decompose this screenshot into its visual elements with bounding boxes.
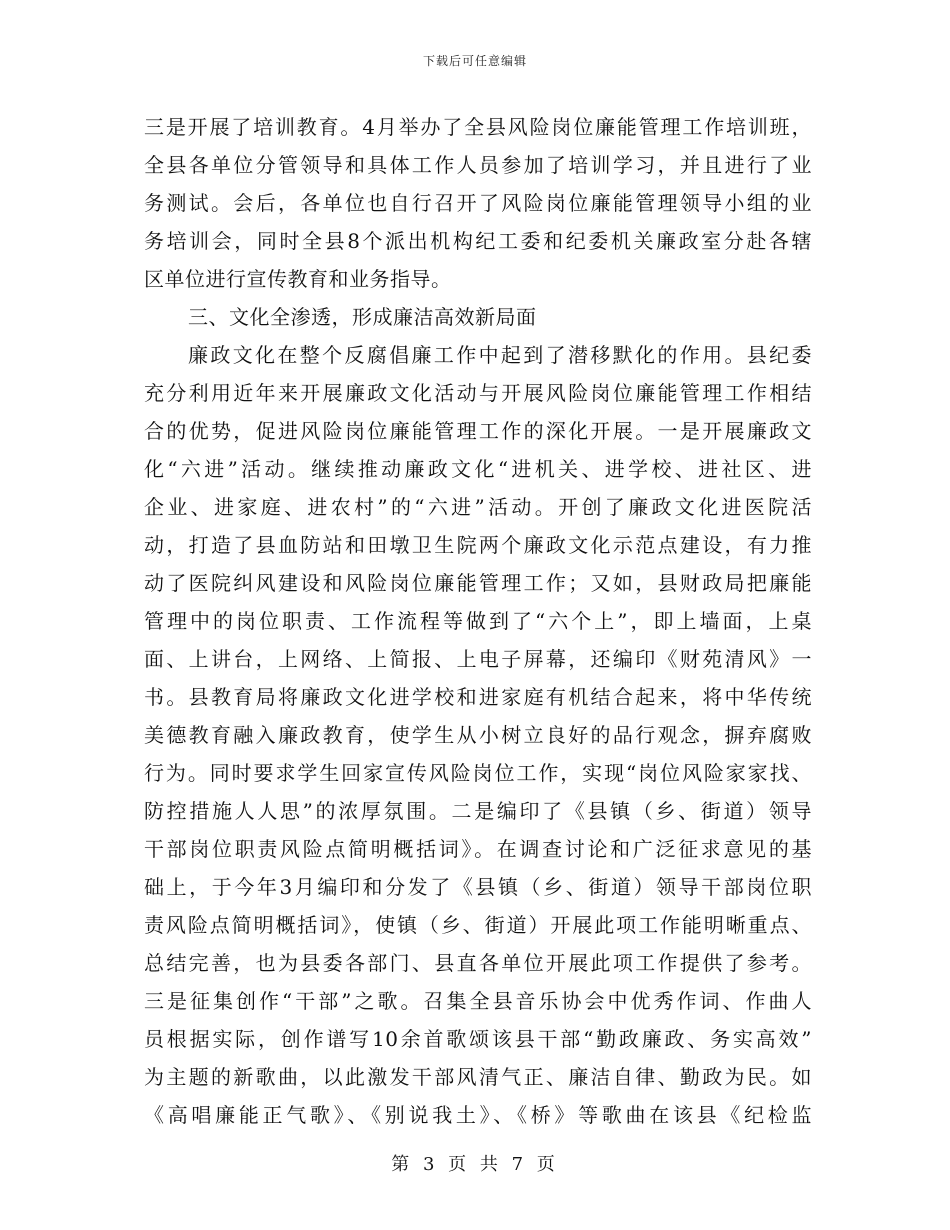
text-line: 管理中的岗位职责、工作流程等做到了“六个上”，即上墙面，上桌 (144, 609, 812, 633)
text-line: 全县各单位分管领导和具体工作人员参加了培训学习，并且进行了业 (144, 153, 812, 177)
text-line: 《高唱廉能正气歌》、《别说我土》、《桥》等歌曲在该县《纪检监 (144, 1103, 812, 1127)
text-line: 书。县教育局将廉政文化进学校和进家庭有机结合起来，将中华传统 (144, 685, 812, 709)
document-body (144, 108, 812, 1134)
text-line: 务测试。会后，各单位也自行召开了风险岗位廉能管理领导小组的业 (144, 191, 812, 215)
text-line: 动了医院纠风建设和风险岗位廉能管理工作；又如，县财政局把廉能 (144, 571, 812, 595)
text-line: 三是开展了培训教育。4月举办了全县风险岗位廉能管理工作培训班， (144, 115, 812, 139)
text-line: 美德教育融入廉政教育，使学生从小树立良好的品行观念，摒弃腐败 (144, 723, 812, 747)
text-line: 总结完善，也为县委各部门、县直各单位开展此项工作提供了参考。 (144, 951, 812, 975)
text-line: 合的优势，促进风险岗位廉能管理工作的深化开展。一是开展廉政文 (144, 419, 812, 443)
text-line: 干部岗位职责风险点简明概括词》。在调查讨论和广泛征求意见的基 (144, 837, 812, 861)
text-line: 为主题的新歌曲，以此激发干部风清气正、廉洁自律、勤政为民。如 (144, 1065, 812, 1089)
text-line: 础上，于今年3月编印和分发了《县镇（乡、街道）领导干部岗位职 (144, 875, 812, 899)
text-line: 防控措施人人思”的浓厚氛围。二是编印了《县镇（乡、街道）领导 (144, 799, 812, 823)
text-line: 化“六进”活动。继续推动廉政文化“进机关、进学校、进社区、进 (144, 457, 812, 481)
text-line: 行为。同时要求学生回家宣传风险岗位工作，实现“岗位风险家家找、 (144, 761, 812, 785)
text-line: 员根据实际，创作谱写10余首歌颂该县干部“勤政廉政、务实高效” (144, 1027, 812, 1051)
text-line: 面、上讲台，上网络、上简报、上电子屏幕，还编印《财苑清风》一 (144, 647, 812, 671)
page-footer: 第 3 页 共 7 页 (391, 1154, 559, 1175)
text-line: 三是征集创作“干部”之歌。召集全县音乐协会中优秀作词、作曲人 (144, 989, 812, 1013)
text-line: 动，打造了县血防站和田墩卫生院两个廉政文化示范点建设，有力推 (144, 533, 812, 557)
text-line: 充分利用近年来开展廉政文化活动与开展风险岗位廉能管理工作相结 (144, 381, 812, 405)
text-line: 责风险点简明概括词》，使镇（乡、街道）开展此项工作能明晰重点、 (144, 913, 812, 937)
text-line: 区单位进行宣传教育和业务指导。 (144, 267, 452, 291)
text-line: 务培训会，同时全县8个派出机构纪工委和纪委机关廉政室分赴各辖 (144, 229, 812, 253)
text-line: 企业、进家庭、进农村”的“六进”活动。开创了廉政文化进医院活 (144, 495, 812, 519)
section-heading: 三、文化全渗透，形成廉洁高效新局面 (188, 305, 537, 329)
page-header: 下载后可任意编辑 (422, 54, 527, 68)
text-line: 廉政文化在整个反腐倡廉工作中起到了潜移默化的作用。县纪委 (188, 343, 812, 367)
